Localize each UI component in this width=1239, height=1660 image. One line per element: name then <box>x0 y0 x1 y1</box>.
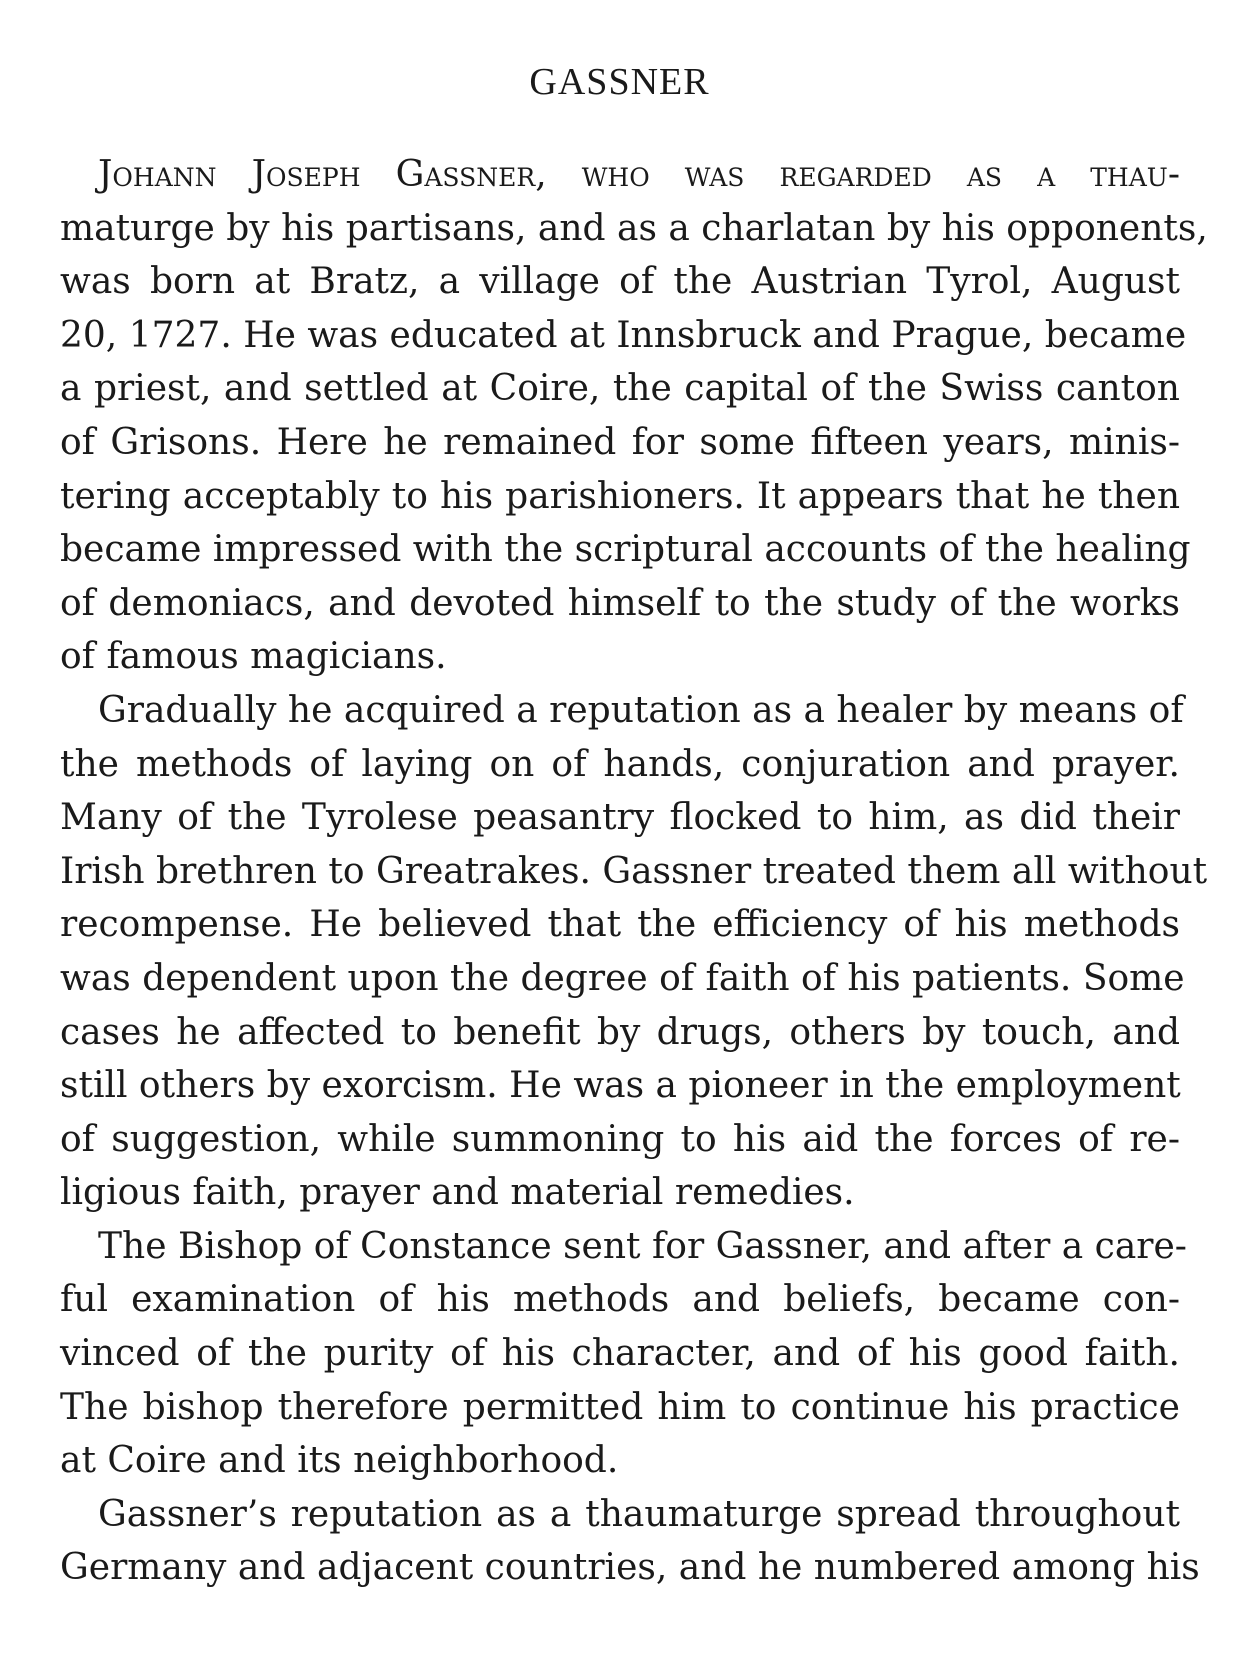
text-line: of demoniacs, and devoted himself to the study of the works <box>60 582 1180 624</box>
text-line: The Bishop of Constance sent for Gassner, and after a care- <box>98 1225 1187 1267</box>
text-line: of suggestion, while summoning to his aid the forces of re- <box>60 1118 1180 1160</box>
text-line: Many of the Tyrolese peasantry flocked to him, as did their <box>60 797 1180 839</box>
text-line: Gradually he acquired a reputation as a healer by means of <box>98 689 1184 731</box>
text-line: of Grisons. Here he remained for some fifteen years, minis- <box>60 421 1180 463</box>
text-line: of famous magicians. <box>60 636 447 678</box>
body-text <box>60 148 1208 1595</box>
text-line: The bishop therefore permitted him to continue his practice <box>60 1386 1180 1428</box>
text-line: vinced of the purity of his character, and of his good faith. <box>60 1333 1180 1375</box>
text-line: ful examination of his methods and beliefs, became con- <box>60 1279 1180 1321</box>
text-line: the methods of laying on of hands, conjuration and prayer. <box>60 743 1180 785</box>
text-line: Gassner’s reputation as a thaumaturge spread throughout <box>98 1493 1180 1535</box>
text-line: Johann Joseph Gassner, who was regarded as a thau- <box>98 154 1180 195</box>
text-line: Germany and adjacent countries, and he numbered among his <box>60 1547 1200 1589</box>
text-line: became impressed with the scriptural accounts of the healing <box>60 529 1191 571</box>
paragraph <box>60 148 1208 684</box>
text-line: was dependent upon the degree of faith of his patients. Some <box>60 957 1185 999</box>
text-line: tering acceptably to his parishioners. It appears that he then <box>60 475 1180 517</box>
text-line: at Coire and its neighborhood. <box>60 1440 619 1482</box>
text-line: a priest, and settled at Coire, the capital of the Swiss canton <box>60 368 1180 410</box>
text-line: maturge by his partisans, and as a charlatan by his opponents, <box>60 207 1208 249</box>
text-line: cases he affected to benefit by drugs, others by touch, and <box>60 1011 1180 1053</box>
paragraph <box>60 1220 1187 1488</box>
text-line: ligious faith, prayer and material remedies. <box>60 1172 855 1214</box>
paragraph <box>60 1488 1200 1595</box>
text-line: still others by exorcism. He was a pioneer in the employment <box>60 1065 1181 1107</box>
text-line: was born at Bratz, a village of the Austrian Tyrol, August <box>60 261 1180 303</box>
text-line: Irish brethren to Greatrakes. Gassner treated them all without <box>60 850 1208 892</box>
page-heading: GASSNER <box>529 61 710 103</box>
text-line: 20, 1727. He was educated at Innsbruck and Prague, became <box>60 314 1187 356</box>
paragraph <box>60 684 1208 1220</box>
text-line: recompense. He believed that the efficiency of his methods <box>60 904 1180 946</box>
